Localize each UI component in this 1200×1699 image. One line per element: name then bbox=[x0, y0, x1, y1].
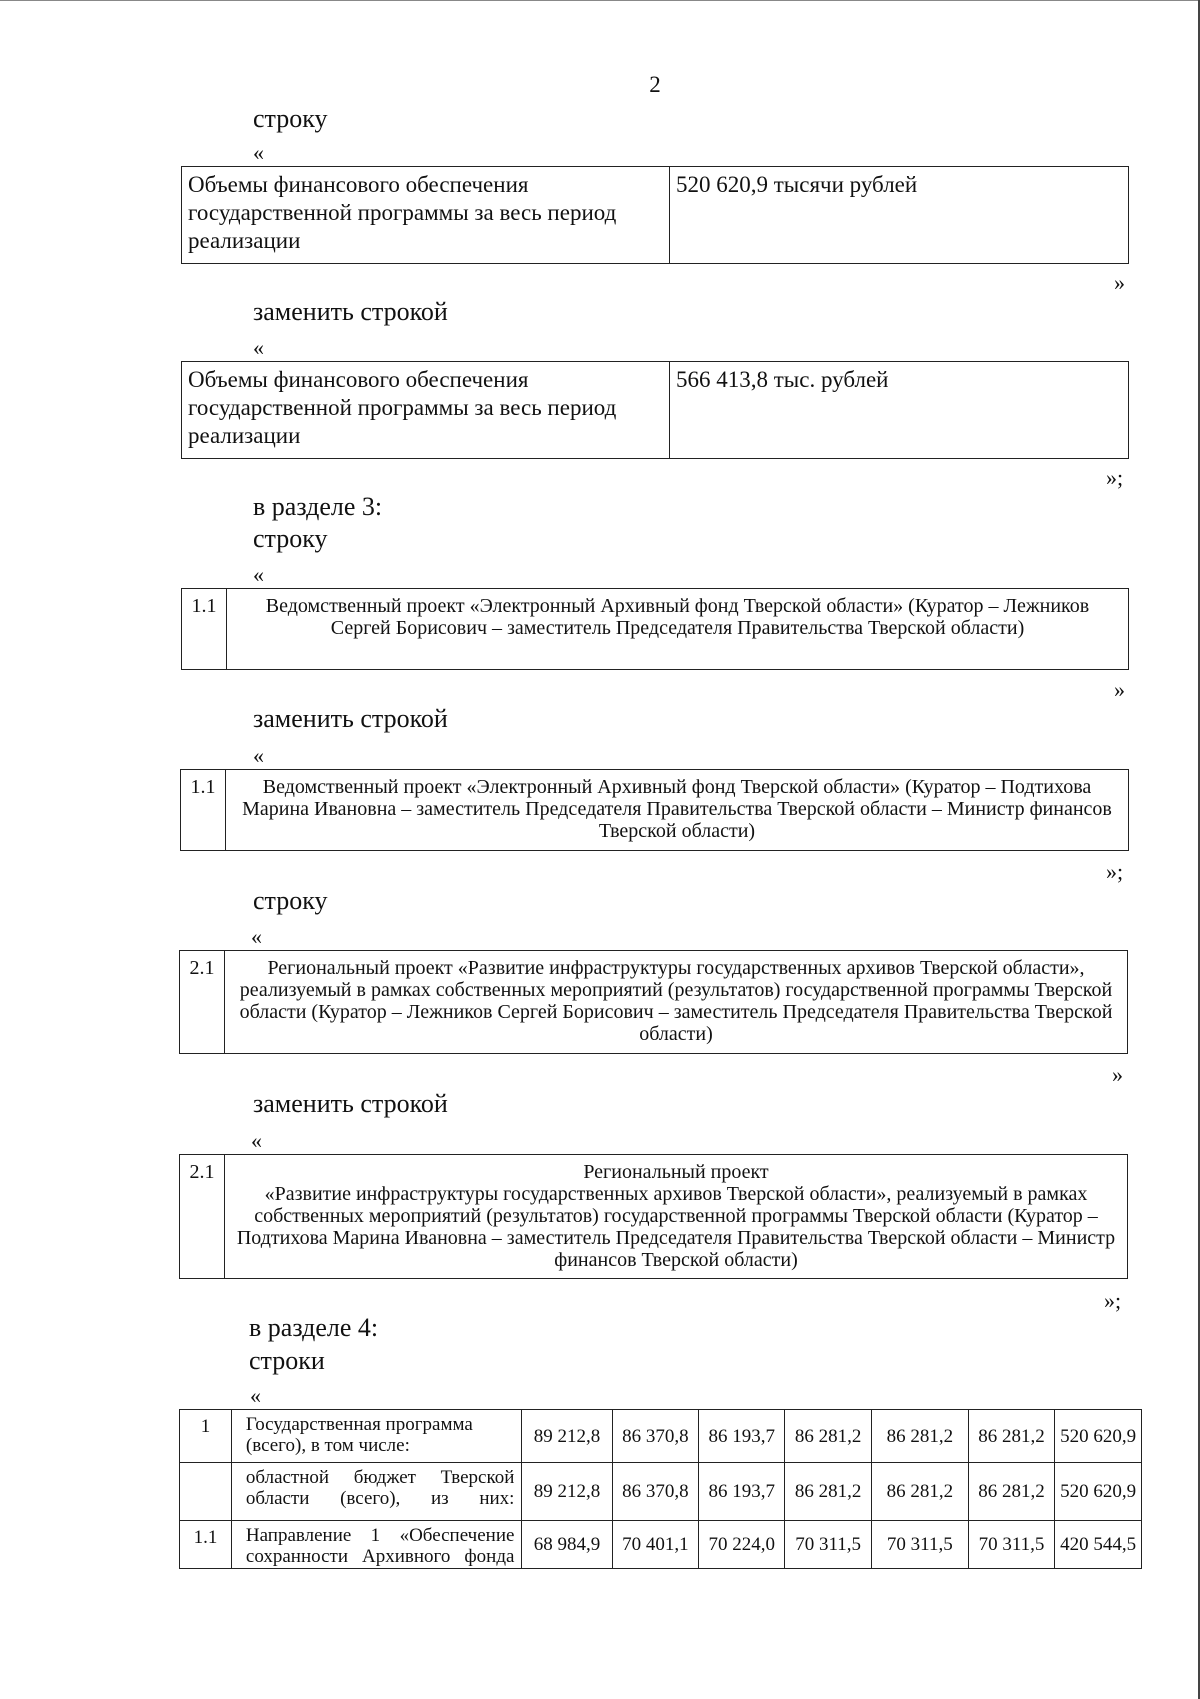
label-section-3: в разделе 3: bbox=[253, 492, 383, 521]
value-cell: 68 984,9 bbox=[522, 1521, 612, 1569]
value-cell: 420 544,5 bbox=[1055, 1521, 1142, 1569]
quote-open: « bbox=[251, 924, 262, 949]
label-zamenit-strokoy: заменить строкой bbox=[253, 297, 448, 326]
label-section-4: в разделе 4: bbox=[249, 1313, 379, 1342]
row-number: 1.1 bbox=[181, 770, 226, 851]
value-cell: 520 620,9 bbox=[1055, 1410, 1142, 1463]
table-row bbox=[180, 1463, 1142, 1521]
row-number: 1 bbox=[180, 1410, 232, 1463]
row-number bbox=[180, 1463, 232, 1521]
row-number: 2.1 bbox=[180, 1155, 225, 1279]
quote-close-semicolon: »; bbox=[1106, 465, 1124, 490]
quote-open: « bbox=[253, 335, 264, 360]
financing-table-new bbox=[181, 361, 1129, 459]
financing-value: 520 620,9 тысячи рублей bbox=[670, 167, 1129, 264]
quote-open: « bbox=[251, 1128, 262, 1153]
value-cell: 520 620,9 bbox=[1055, 1463, 1142, 1521]
quote-open: « bbox=[253, 140, 264, 165]
value-cell: 70 224,0 bbox=[699, 1521, 785, 1569]
quote-open: « bbox=[253, 743, 264, 768]
quote-open: « bbox=[253, 562, 264, 587]
project-1-1-table-old bbox=[181, 588, 1129, 670]
value-cell: 70 401,1 bbox=[612, 1521, 698, 1569]
value-cell: 70 311,5 bbox=[871, 1521, 968, 1569]
page-number: 2 bbox=[649, 72, 661, 97]
value-cell: 89 212,8 bbox=[522, 1463, 612, 1521]
quote-close: » bbox=[1114, 677, 1125, 702]
value-cell: 86 193,7 bbox=[699, 1410, 785, 1463]
project-description: Региональный проект «Развитие инфраструктуры государственных архивов Тверской области», реализуемый в рамках собственных мероприятий (результатов) государственной программы Тверской области (Куратор – Лежников Сергей Борисович – заместитель Председателя Правительства Тверской области) bbox=[225, 951, 1128, 1054]
value-cell: 86 281,2 bbox=[785, 1410, 871, 1463]
financing-table-old bbox=[181, 166, 1129, 264]
row-name: областной бюджет Тверской области (всего), из них: bbox=[231, 1463, 522, 1521]
financing-label: Объемы финансового обеспечения государственной программы за весь период реализации bbox=[182, 362, 670, 459]
value-cell: 86 281,2 bbox=[871, 1463, 968, 1521]
row-number: 1.1 bbox=[180, 1521, 232, 1569]
project-heading: Региональный проект bbox=[583, 1161, 769, 1183]
project-2-1-table-old bbox=[179, 950, 1128, 1054]
value-cell: 86 193,7 bbox=[699, 1463, 785, 1521]
value-cell: 89 212,8 bbox=[522, 1410, 612, 1463]
value-cell: 86 370,8 bbox=[612, 1410, 698, 1463]
quote-close: » bbox=[1114, 270, 1125, 295]
value-cell: 70 311,5 bbox=[785, 1521, 871, 1569]
value-cell: 86 281,2 bbox=[968, 1463, 1054, 1521]
label-stroku: строку bbox=[253, 524, 328, 553]
value-cell: 70 311,5 bbox=[968, 1521, 1054, 1569]
quote-close-semicolon: »; bbox=[1104, 1288, 1122, 1313]
project-description: Ведомственный проект «Электронный Архивный фонд Тверской области» (Куратор – Подтихова Марина Ивановна – заместитель Председателя Правительства Тверской области – Министр финансов Тверской области) bbox=[226, 770, 1129, 851]
label-zamenit-strokoy: заменить строкой bbox=[253, 704, 448, 733]
label-stroku: строку bbox=[253, 104, 328, 133]
value-cell: 86 281,2 bbox=[968, 1410, 1054, 1463]
quote-open: « bbox=[250, 1383, 261, 1408]
project-2-1-table-new bbox=[179, 1154, 1128, 1279]
table-row bbox=[180, 1521, 1142, 1569]
budget-table bbox=[179, 1409, 1142, 1569]
project-description bbox=[225, 1155, 1128, 1279]
page-edge-top bbox=[0, 0, 1200, 1]
quote-close-semicolon: »; bbox=[1106, 859, 1124, 884]
financing-label: Объемы финансового обеспечения государственной программы за весь период реализации bbox=[182, 167, 670, 264]
project-description: Ведомственный проект «Электронный Архивный фонд Тверской области» (Куратор – Лежников Сергей Борисович – заместитель Председателя Правительства Тверской области) bbox=[227, 589, 1129, 670]
label-stroki: строки bbox=[249, 1346, 325, 1375]
financing-value: 566 413,8 тыс. рублей bbox=[670, 362, 1129, 459]
value-cell: 86 281,2 bbox=[871, 1410, 968, 1463]
row-name: Государственная программа (всего), в том числе: bbox=[231, 1410, 522, 1463]
quote-close: » bbox=[1112, 1062, 1123, 1087]
row-name: Направление 1 «Обеспечение сохранности Архивного фонда bbox=[231, 1521, 522, 1569]
label-stroku: строку bbox=[253, 886, 328, 915]
row-number: 2.1 bbox=[180, 951, 225, 1054]
value-cell: 86 281,2 bbox=[785, 1463, 871, 1521]
label-zamenit-strokoy: заменить строкой bbox=[253, 1089, 448, 1118]
table-row bbox=[180, 1410, 1142, 1463]
project-body: «Развитие инфраструктуры государственных архивов Тверской области», реализуемый в рамках собственных мероприятий (результатов) государственной программы Тверской области (Куратор – Подтихова Марина Ивановна – заместитель Председателя Правительства Тверской области – Министр финансов Тверской области) bbox=[236, 1183, 1116, 1271]
row-number: 1.1 bbox=[182, 589, 227, 670]
value-cell: 86 370,8 bbox=[612, 1463, 698, 1521]
project-1-1-table-new bbox=[180, 769, 1129, 851]
